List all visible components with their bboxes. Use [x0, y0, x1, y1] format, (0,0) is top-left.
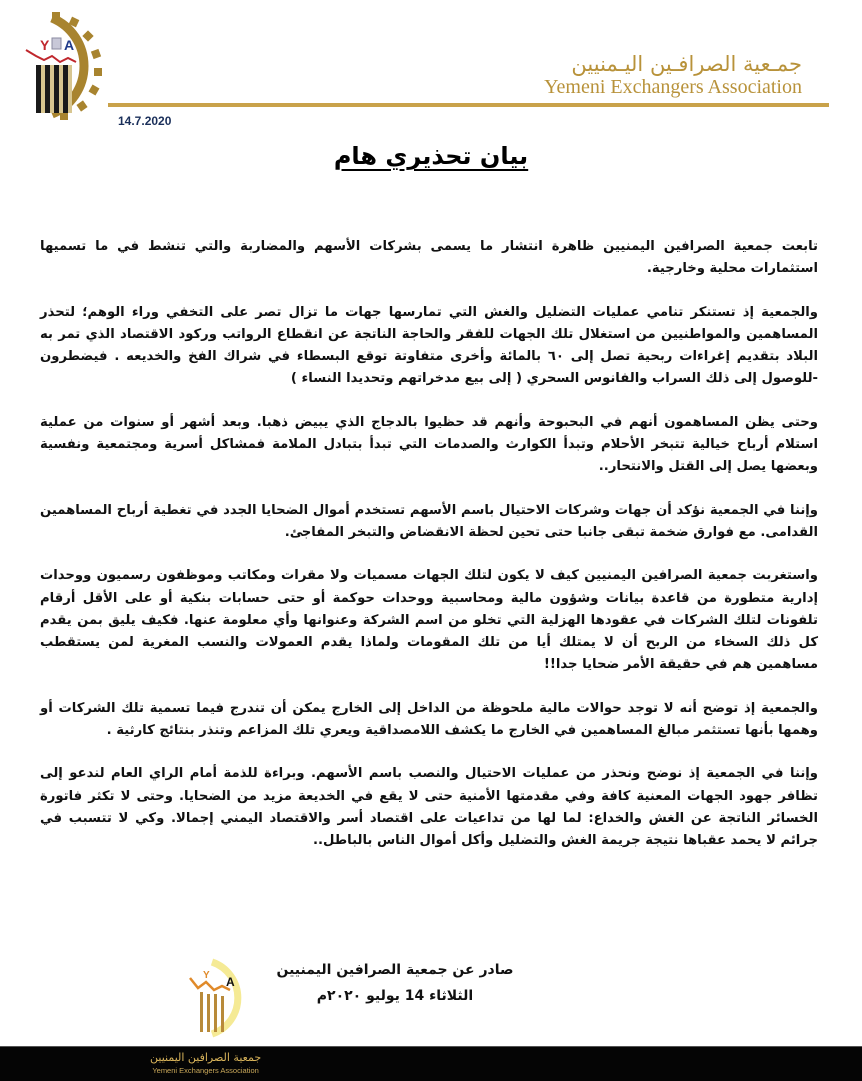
svg-text:A: A [226, 975, 235, 989]
logo-letter-a: A [64, 37, 75, 53]
issued-by: صادر عن جمعية الصرافين اليمنيين [276, 962, 514, 978]
yea-logo-icon [22, 10, 104, 122]
footer-brand-arabic: جمعية الصرافين اليمنيين [150, 1051, 262, 1064]
footer-brand-english: Yemeni Exchangers Association [152, 1066, 259, 1075]
brand-english: Yemeni Exchangers Association [544, 76, 802, 98]
signature-block [250, 957, 540, 1009]
paragraph: واستغربت جمعية الصرافين اليمنيين كيف لا يكون لتلك الجهات مسميات ولا مقرات ومكاتب وموظفون رسميون ووحدات إدارية متطورة من قاعدة بيانات وشؤون مالية ومحاسبية ووحدات حوكمة أو حتى حسابات بنكية أو على الأقل أرقام تلفونات لتلك الشركات في عقودها الهزلية التي تخلو من اسم الشركة وعنوانها وأي معلومة عنها. فكيف يليق بمن يقدم كل ذلك السخاء من الربح أن لا يمتلك أيا من تلك المقومات ولماذا يقدم العمولات والنسب المغرية لمن يستقطب مساهمين هم في حقيقة الأمر ضحايا جدا!! [40, 568, 818, 673]
logo-letter-y: Y [40, 37, 50, 53]
footer-brand [150, 1051, 261, 1076]
letterhead [0, 0, 862, 135]
brand-arabic: جمـعية الصرافـين اليـمنيين [571, 52, 802, 76]
title-text: بيان تحذيري هام [333, 142, 529, 170]
paragraph: وإننا في الجمعية إذ نوضح ونحذر من عمليات الاحتيال والنصب باسم الأسهم. وبراءة للذمة أمام الراي العام لندعو إلى تظافر جهود الجهات المعنية كافة وفي مقدمتها الأمنية حتى لا يقع في الخديعة مزيد من الضحايا. وحتى لا تكثر فاتورة الخسائر الناتجة عن الغش والخداع: لما لها من تداعيات على اقتصاد أسر والاقتصاد اليمني إجمالا. وكي لا تتسبب في جرائم لا يحمد عقباها نتيجة جريمة الغش والتضليل وأكل أموال الناس بالباطل.. [40, 766, 818, 849]
paragraph: والجمعية إذ توضح أنه لا توجد حوالات مالية ملحوظة من الداخل إلى الخارج يمكن أن تندرج فيما تسمية تلك الشركات أو وهمها بأنها تستثمر مبالغ المساهمين في الخارج ما يكشف اللامصداقية ويعري تلك المزاعم وتنذر بنتائج كارثية . [40, 700, 818, 739]
header-divider [108, 103, 829, 107]
footer-bar [0, 1046, 862, 1081]
paragraph: تابعت جمعية الصرافين اليمنيين ظاهرة انتشار ما يسمى بشركات الأسهم والمضاربة والتي تنشط في ما تسميها استثمارات محلية وخارجية. [40, 239, 818, 277]
statement-body [40, 236, 818, 874]
svg-text:Y: Y [203, 970, 210, 981]
paragraph: وحتى يظن المساهمون أنهم في البحبوحة وأنهم قد حظيوا بالدجاج الذي يبيض ذهبا. وبعد أشهر أو سنوات من عملية استلام أرباح خيالية تتبخر الأحلام وتبدأ الكوارث والصدمات التي تبدأ بتبادل الملامة فمشاكل أسرية ومجتمعية ونفسية وبعضها يصل إلى القتل والانتحار.. [40, 414, 818, 475]
paragraph: وإننا في الجمعية نؤكد أن جهات وشركات الاحتيال باسم الأسهم تستخدم أموال الضحايا الجدد في تغطية أرباح المساهمين القدامى. مع فوارق ضخمة تبقى جانبا حتى تحين لحظة الانقضاض والتبخر المفاجئ. [40, 502, 818, 540]
yea-watermark-logo-icon [186, 956, 256, 1038]
association-brand [544, 52, 802, 98]
document-title [0, 142, 862, 170]
issue-date: الثلاثاء 14 يوليو ٢٠٢٠م [316, 988, 474, 1004]
paragraph: والجمعية إذ تستنكر تنامي عمليات التضليل والغش التي تمارسها جهات ما تزال تصر على التخفي وراء الوهم؛ لتحذر المساهمين والمواطنيين من استغلال تلك الجهات للفقر والحاجة الناتجة عن انقطاع الرواتب وركود الاقتصاد الذي تمر به البلاد بتقديم إغراءات ربحية تصل إلى ٦٠ بالمائة وأخرى متفاوتة توقع البسطاء في شراك الفخ والخديعه . فيضطرون -للوصول إلى ذلك السراب والفانوس السحري ( إلى بيع مدخراتهم وتحديدا النساء ) [40, 304, 818, 387]
document-date: 14.7.2020 [118, 114, 172, 128]
